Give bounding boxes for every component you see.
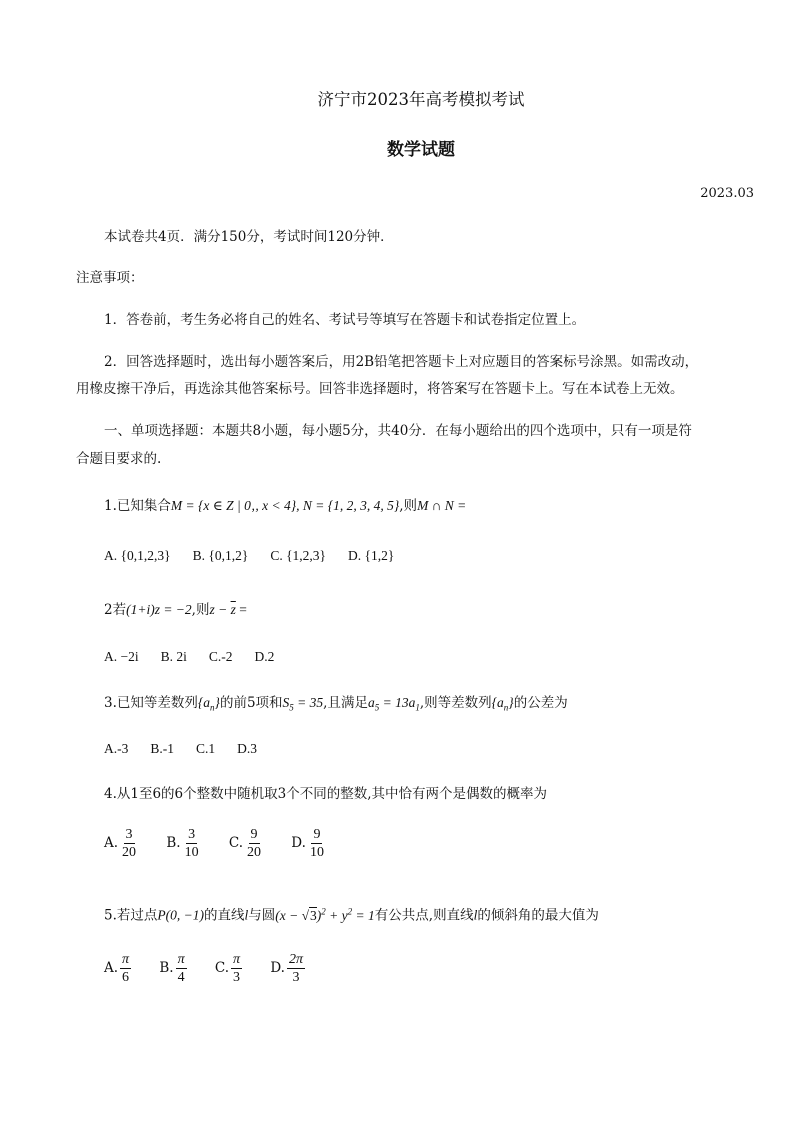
notice-item-1: 1．答卷前，考生务必将自己的姓名、考试号等填写在答题卡和试卷指定位置上。 bbox=[104, 312, 586, 328]
option-a[interactable]: A. $\frac{3}{20}$ bbox=[104, 827, 137, 860]
option-c[interactable]: C.1 bbox=[196, 741, 216, 756]
question-2-options bbox=[104, 641, 296, 673]
option-a[interactable]: A. −2i bbox=[104, 649, 139, 664]
question-3-seq2: $\{a_n\}$ bbox=[491, 695, 514, 713]
question-5-part2: 的直线 bbox=[204, 907, 245, 924]
option-b[interactable]: B. 2i bbox=[160, 649, 187, 664]
exam-date: 2023.03 bbox=[700, 186, 754, 201]
option-a[interactable]: A. {0,1,2,3} bbox=[104, 548, 171, 563]
option-d[interactable]: D.2 bbox=[254, 649, 275, 664]
question-3-part2: 的前5项和 bbox=[219, 695, 283, 711]
question-3-part1: 3.已知等差数列 bbox=[104, 695, 198, 711]
question-5 bbox=[104, 895, 599, 932]
option-d[interactable]: D.3 bbox=[237, 741, 258, 756]
question-1-set-expr: M = {x ∈ Z | 0‚, x < 4}, N = {1, 2, 3, 4, 5} bbox=[170, 498, 400, 513]
option-b[interactable]: B.-1 bbox=[150, 741, 174, 756]
question-2 bbox=[104, 594, 247, 626]
question-1-options bbox=[104, 540, 416, 572]
question-3-part4: ,则等差数列 bbox=[419, 695, 492, 711]
section-heading-line1: 一、单项选择题：本题共8小题，每小题5分，共40分．在每小题给出的四个选项中，只有一项是符 bbox=[104, 423, 692, 439]
question-2-z-minus-conj: $z - \overline{z}$ bbox=[209, 602, 236, 617]
question-4-options bbox=[104, 826, 350, 861]
notice-item-2-line2: 用橡皮擦干净后，再选涂其他答案标号。回答非选择题时，将答案写在答题卡上。写在本试卷上无效。 bbox=[76, 381, 684, 397]
option-b[interactable]: B. $\frac{3}{10}$ bbox=[166, 827, 199, 860]
question-5-part4: 有公共点,则直线 bbox=[374, 907, 474, 924]
notice-heading: 注意事项： bbox=[76, 270, 144, 286]
question-1-intersection: M ∩ N = bbox=[417, 498, 467, 513]
question-3-options bbox=[104, 733, 279, 765]
question-5-line-l2: l bbox=[473, 907, 478, 923]
question-2-connector: ,则 bbox=[191, 602, 210, 618]
exam-title: 济宁市2023年高考模拟考试 bbox=[317, 90, 525, 109]
question-3-part3: ,且满足 bbox=[323, 695, 368, 711]
option-a[interactable]: A.-3 bbox=[104, 741, 129, 756]
option-c[interactable]: C. $\frac{\pi}{3}$ bbox=[214, 952, 241, 985]
question-5-part3: 与圆 bbox=[248, 907, 276, 924]
question-5-point: P(0, −1) bbox=[157, 907, 204, 923]
option-d[interactable]: D. $\frac{9}{10}$ bbox=[291, 827, 324, 860]
section-heading-line2: 合题目要求的. bbox=[76, 451, 162, 467]
question-1-prefix: 1.已知集合 bbox=[104, 498, 171, 514]
question-3-part5: 的公差为 bbox=[513, 695, 568, 711]
question-3-seq1: $\{a_n\}$ bbox=[197, 695, 220, 713]
question-5-part1: 5.若过点 bbox=[104, 907, 158, 924]
option-c[interactable]: C. $\frac{9}{20}$ bbox=[228, 827, 261, 860]
question-3 bbox=[104, 687, 568, 724]
question-5-circle-eq: $(x - √3)^2 + y^2 = 1$ bbox=[275, 906, 375, 923]
question-2-prefix: 2若 bbox=[104, 602, 127, 618]
question-5-line-l: l bbox=[244, 907, 249, 923]
question-1-connector: ,则 bbox=[399, 498, 418, 514]
question-5-options bbox=[104, 951, 329, 986]
option-c[interactable]: C.-2 bbox=[208, 649, 233, 664]
option-a[interactable]: A. $\frac{\pi}{6}$ bbox=[104, 952, 130, 985]
option-d[interactable]: D. {1,2} bbox=[348, 548, 395, 563]
question-1 bbox=[104, 490, 466, 522]
question-3-condition: $a_5 = 13a_1$ bbox=[367, 695, 420, 713]
page-title: 数学试题 bbox=[387, 140, 455, 160]
exam-info: 本试卷共4页．满分150分，考试时间120分钟． bbox=[104, 229, 394, 245]
question-4: 4.从1至6的6个整数中随机取3个不同的整数,其中恰有两个是偶数的概率为 bbox=[104, 786, 548, 802]
notice-item-2-line1: 2．回答选择题时，选出每小题答案后，用2B铅笔把答题卡上对应题目的答案标号涂黑。如需改动， bbox=[104, 354, 699, 370]
option-c[interactable]: C. {1,2,3} bbox=[270, 548, 327, 563]
option-b[interactable]: B. $\frac{\pi}{4}$ bbox=[159, 952, 185, 985]
question-5-part5: 的倾斜角的最大值为 bbox=[477, 907, 599, 924]
question-2-equals: = bbox=[239, 602, 247, 617]
option-d[interactable]: D. $\frac{2\pi}{3}$ bbox=[270, 952, 303, 985]
option-b[interactable]: B. {0,1,2} bbox=[192, 548, 249, 563]
question-2-equation: (1+i)z = −2 bbox=[126, 602, 192, 617]
question-3-sum: $S_5 = 35$ bbox=[282, 695, 324, 713]
